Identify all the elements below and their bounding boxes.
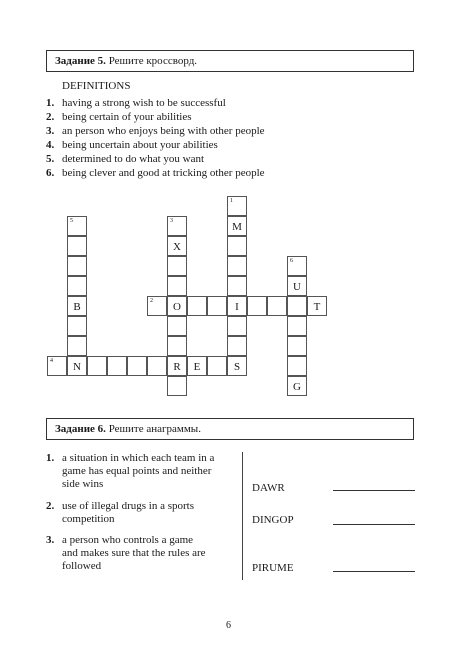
crossword-cell[interactable] — [127, 356, 147, 376]
crossword-cell[interactable] — [167, 256, 187, 276]
crossword-cell[interactable] — [167, 276, 187, 296]
crossword-cell[interactable] — [67, 316, 87, 336]
crossword-cell[interactable] — [67, 276, 87, 296]
crossword-cell[interactable] — [167, 216, 187, 236]
crossword-cell[interactable] — [267, 296, 287, 316]
clue-number: 3 — [170, 218, 173, 224]
clue-line: use of illegal drugs in a sports — [62, 500, 194, 512]
crossword-cell[interactable] — [227, 336, 247, 356]
crossword-cell[interactable] — [287, 276, 307, 296]
crossword-cell[interactable] — [247, 296, 267, 316]
definition-number: 5. — [46, 153, 55, 165]
crossword-cell[interactable] — [187, 356, 207, 376]
clue-line: a person who controls a game — [62, 534, 194, 546]
definition-text: having a strong wish to be successful — [62, 97, 226, 109]
given-letter: U — [293, 281, 301, 293]
crossword-cell[interactable] — [67, 296, 87, 316]
crossword-cell[interactable] — [147, 296, 167, 316]
crossword-cell[interactable] — [167, 236, 187, 256]
crossword-cell[interactable] — [287, 376, 307, 396]
given-letter: B — [73, 301, 81, 313]
crossword-cell[interactable] — [227, 216, 247, 236]
crossword-cell[interactable] — [207, 356, 227, 376]
task-6-text: Решите анаграммы. — [108, 423, 201, 435]
anagram-clue — [46, 534, 236, 573]
clue-line: game has equal points and neither — [62, 465, 212, 477]
definition-number: 6. — [46, 167, 55, 179]
crossword-cell[interactable] — [287, 336, 307, 356]
crossword-cell[interactable] — [307, 296, 327, 316]
task-6-header — [46, 418, 414, 440]
definition-text: being uncertain about your abilities — [62, 139, 218, 151]
definition-number: 2. — [46, 111, 55, 123]
clue-line: competition — [62, 513, 115, 525]
crossword-cell[interactable] — [87, 356, 107, 376]
scrambled-word: DINGOP — [252, 514, 294, 526]
given-letter: E — [193, 361, 201, 373]
crossword-cell[interactable] — [227, 276, 247, 296]
crossword-cell[interactable] — [227, 316, 247, 336]
clue-line: a situation in which each team in a — [62, 452, 215, 464]
crossword-cell[interactable] — [67, 256, 87, 276]
clue-line: and makes sure that the rules are — [62, 547, 206, 559]
answer-line[interactable] — [333, 490, 415, 491]
crossword-cell[interactable] — [67, 216, 87, 236]
scrambled-word: PIRUME — [252, 562, 294, 574]
crossword-cell[interactable] — [227, 236, 247, 256]
given-letter: O — [173, 301, 181, 313]
crossword-cell[interactable] — [287, 316, 307, 336]
task-5-text: Решите кроссворд. — [108, 55, 198, 67]
crossword-cell[interactable] — [107, 356, 127, 376]
page-number: 6 — [226, 620, 231, 631]
definition-item — [46, 124, 265, 138]
definitions-heading: DEFINITIONS — [62, 80, 131, 92]
clue-number: 2 — [150, 298, 153, 304]
crossword-cell[interactable] — [227, 256, 247, 276]
given-letter: R — [173, 361, 181, 373]
clue-line: followed — [62, 560, 102, 572]
answer-line[interactable] — [333, 524, 415, 525]
given-letter: M — [232, 221, 242, 233]
clue-number: 5 — [70, 218, 73, 224]
task-5-label: Задание 5. — [55, 55, 106, 67]
crossword-cell[interactable] — [167, 356, 187, 376]
definition-text: an person who enjoys being with other people — [62, 125, 265, 137]
given-letter: G — [293, 381, 301, 393]
definition-number: 4. — [46, 139, 55, 151]
definition-item — [46, 110, 265, 124]
definition-text: determined to do what you want — [62, 153, 205, 165]
crossword-cell[interactable] — [227, 296, 247, 316]
definition-text: being certain of your abilities — [62, 111, 192, 123]
clue-number: 1. — [46, 452, 55, 464]
crossword-cell[interactable] — [47, 356, 67, 376]
anagram-section — [46, 452, 416, 580]
answer-line[interactable] — [333, 571, 415, 572]
crossword-cell[interactable] — [287, 356, 307, 376]
clue-number: 1 — [230, 198, 233, 204]
scrambled-word: DAWR — [252, 482, 285, 494]
definition-item — [46, 166, 265, 180]
crossword-cell[interactable] — [147, 356, 167, 376]
definitions-list — [46, 96, 265, 180]
crossword-cell[interactable] — [287, 296, 307, 316]
crossword-cell[interactable] — [287, 256, 307, 276]
clue-number: 2. — [46, 500, 55, 512]
anagram-clue — [46, 500, 236, 526]
definition-number: 1. — [46, 97, 55, 109]
crossword-cell[interactable] — [167, 376, 187, 396]
clue-number: 3. — [46, 534, 55, 546]
definition-number: 3. — [46, 125, 55, 137]
definition-text: being clever and good at tricking other people — [62, 167, 265, 179]
given-letter: S — [233, 361, 241, 373]
crossword-cell[interactable] — [167, 296, 187, 316]
clue-number: 4 — [50, 358, 53, 364]
crossword-cell[interactable] — [227, 196, 247, 216]
clue-number: 6 — [290, 258, 293, 264]
crossword-cell[interactable] — [187, 296, 207, 316]
definition-item — [46, 138, 265, 152]
clue-line: side wins — [62, 478, 104, 490]
crossword-cell[interactable] — [67, 356, 87, 376]
crossword-cell[interactable] — [227, 356, 247, 376]
definition-item — [46, 96, 265, 110]
given-letter: N — [73, 361, 81, 373]
crossword-cell[interactable] — [67, 236, 87, 256]
crossword-cell[interactable] — [207, 296, 227, 316]
given-letter: T — [313, 301, 321, 313]
task-6-label: Задание 6. — [55, 423, 106, 435]
crossword-cell[interactable] — [167, 336, 187, 356]
task-5-header — [46, 50, 414, 72]
crossword-cell[interactable] — [67, 336, 87, 356]
given-letter: I — [235, 301, 239, 313]
anagram-clue — [46, 452, 236, 491]
given-letter: X — [173, 241, 181, 253]
definition-item — [46, 152, 265, 166]
crossword-cell[interactable] — [167, 316, 187, 336]
column-divider — [242, 452, 243, 580]
